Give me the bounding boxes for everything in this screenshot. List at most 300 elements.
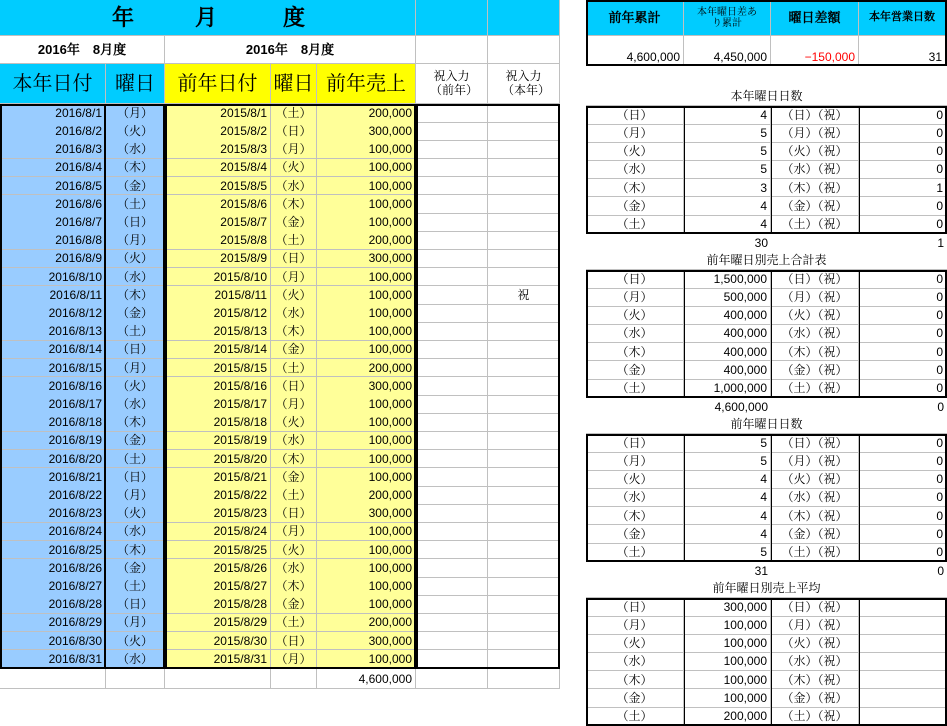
holiday-prev-cell[interactable]: [416, 231, 488, 250]
this-date-cell[interactable]: 2016/8/5: [0, 177, 106, 196]
section-value-cell[interactable]: 500,000: [684, 288, 771, 307]
section-holiday-value-cell[interactable]: 0: [859, 379, 947, 398]
this-dow-cell[interactable]: （水）: [106, 395, 165, 414]
prev-sales-cell[interactable]: 200,000: [317, 359, 416, 378]
holiday-this-cell[interactable]: [488, 213, 560, 232]
prev-dow-cell[interactable]: （火）: [271, 159, 317, 178]
holiday-this-cell[interactable]: [488, 541, 560, 560]
holiday-prev-cell[interactable]: [416, 577, 488, 596]
section-dow-cell[interactable]: （金）: [586, 197, 684, 216]
this-date-cell[interactable]: 2016/8/31: [0, 650, 106, 669]
prev-sales-cell[interactable]: 100,000: [317, 523, 416, 542]
section-holiday-label-cell[interactable]: （火）（祝）: [771, 306, 859, 325]
prev-sales-cell[interactable]: 100,000: [317, 322, 416, 341]
holiday-prev-cell[interactable]: [416, 450, 488, 469]
prev-date-cell[interactable]: 2015/8/4: [165, 159, 271, 178]
this-dow-cell[interactable]: （土）: [106, 322, 165, 341]
prev-date-cell[interactable]: 2015/8/26: [165, 559, 271, 578]
sum-h-prev-total[interactable]: 前年累計: [586, 0, 684, 36]
period-blank-1[interactable]: [416, 36, 488, 64]
this-dow-cell[interactable]: （月）: [106, 104, 165, 123]
holiday-prev-cell[interactable]: [416, 632, 488, 651]
section-holiday-label-cell[interactable]: （水）（祝）: [771, 161, 859, 180]
this-dow-cell[interactable]: （月）: [106, 614, 165, 633]
section-title[interactable]: 前年曜日日数: [586, 414, 947, 434]
holiday-prev-cell[interactable]: [416, 104, 488, 123]
this-date-cell[interactable]: 2016/8/13: [0, 322, 106, 341]
holiday-prev-cell[interactable]: [416, 140, 488, 159]
section-holiday-value-cell[interactable]: 0: [859, 106, 947, 125]
prev-dow-cell[interactable]: （月）: [271, 395, 317, 414]
holiday-this-cell[interactable]: [488, 614, 560, 633]
holiday-this-cell[interactable]: [488, 104, 560, 123]
section-holiday-label-cell[interactable]: （日）（祝）: [771, 106, 859, 125]
prev-date-cell[interactable]: 2015/8/13: [165, 322, 271, 341]
this-dow-cell[interactable]: （火）: [106, 504, 165, 523]
holiday-this-cell[interactable]: [488, 632, 560, 651]
prev-sales-cell[interactable]: 200,000: [317, 231, 416, 250]
holiday-this-cell[interactable]: [488, 450, 560, 469]
section-value-cell[interactable]: 100,000: [684, 671, 771, 690]
prev-sales-cell[interactable]: 200,000: [317, 486, 416, 505]
header-blank-1[interactable]: [416, 0, 488, 36]
section-holiday-label-cell[interactable]: （木）（祝）: [771, 179, 859, 198]
section-holiday-label-cell[interactable]: （金）（祝）: [771, 689, 859, 708]
prev-dow-cell[interactable]: （水）: [271, 432, 317, 451]
prev-sales-cell[interactable]: 100,000: [317, 413, 416, 432]
this-dow-cell[interactable]: （水）: [106, 650, 165, 669]
this-date-cell[interactable]: 2016/8/6: [0, 195, 106, 214]
holiday-this-cell[interactable]: [488, 177, 560, 196]
prev-dow-cell[interactable]: （金）: [271, 595, 317, 614]
section-holiday-label-cell[interactable]: （月）（祝）: [771, 616, 859, 635]
this-dow-cell[interactable]: （水）: [106, 268, 165, 287]
holiday-this-cell[interactable]: [488, 250, 560, 269]
section-dow-cell[interactable]: （月）: [586, 616, 684, 635]
holiday-prev-cell[interactable]: [416, 523, 488, 542]
holiday-prev-cell[interactable]: [416, 304, 488, 323]
total-blank-1[interactable]: [0, 669, 106, 689]
prev-dow-cell[interactable]: （月）: [271, 268, 317, 287]
section-value-cell[interactable]: 4: [684, 507, 771, 526]
section-total[interactable]: 4,600,000: [714, 399, 768, 414]
prev-dow-cell[interactable]: （水）: [271, 559, 317, 578]
this-dow-cell[interactable]: （月）: [106, 231, 165, 250]
section-value-cell[interactable]: 5: [684, 434, 771, 453]
section-holiday-label-cell[interactable]: （日）（祝）: [771, 270, 859, 289]
holiday-this-cell[interactable]: [488, 504, 560, 523]
holiday-this-cell[interactable]: [488, 122, 560, 141]
this-date-cell[interactable]: 2016/8/24: [0, 523, 106, 542]
prev-date-cell[interactable]: 2015/8/23: [165, 504, 271, 523]
section-dow-cell[interactable]: （日）: [586, 434, 684, 453]
holiday-prev-cell[interactable]: [416, 595, 488, 614]
section-holiday-value-cell[interactable]: 0: [859, 270, 947, 289]
section-dow-cell[interactable]: （火）: [586, 634, 684, 653]
section-value-cell[interactable]: 4: [684, 215, 771, 234]
this-dow-cell[interactable]: （火）: [106, 250, 165, 269]
this-dow-cell[interactable]: （火）: [106, 632, 165, 651]
prev-date-cell[interactable]: 2015/8/10: [165, 268, 271, 287]
prev-date-cell[interactable]: 2015/8/12: [165, 304, 271, 323]
this-dow-cell[interactable]: （金）: [106, 432, 165, 451]
section-value-cell[interactable]: 400,000: [684, 306, 771, 325]
this-date-cell[interactable]: 2016/8/1: [0, 104, 106, 123]
prev-sales-cell[interactable]: 100,000: [317, 559, 416, 578]
section-holiday-label-cell[interactable]: （水）（祝）: [771, 489, 859, 508]
holiday-prev-cell[interactable]: [416, 341, 488, 360]
prev-dow-cell[interactable]: （木）: [271, 450, 317, 469]
section-dow-cell[interactable]: （金）: [586, 525, 684, 544]
section-holiday-label-cell[interactable]: （月）（祝）: [771, 288, 859, 307]
this-date-cell[interactable]: 2016/8/27: [0, 577, 106, 596]
holiday-prev-cell[interactable]: [416, 468, 488, 487]
prev-dow-cell[interactable]: （日）: [271, 632, 317, 651]
sum-h-biz-days[interactable]: 本年営業日数: [859, 0, 946, 36]
section-dow-cell[interactable]: （水）: [586, 161, 684, 180]
section-holiday-value-cell[interactable]: 0: [859, 343, 947, 362]
prev-dow-cell[interactable]: （木）: [271, 195, 317, 214]
holiday-this-cell[interactable]: 祝: [488, 286, 560, 305]
section-dow-cell[interactable]: （木）: [586, 179, 684, 198]
section-holiday-label-cell[interactable]: （火）（祝）: [771, 470, 859, 489]
prev-sales-cell[interactable]: 100,000: [317, 140, 416, 159]
this-date-cell[interactable]: 2016/8/16: [0, 377, 106, 396]
section-dow-cell[interactable]: （月）: [586, 452, 684, 471]
this-date-cell[interactable]: 2016/8/8: [0, 231, 106, 250]
section-holiday-value-cell[interactable]: 0: [859, 507, 947, 526]
prev-dow-cell[interactable]: （日）: [271, 122, 317, 141]
prev-date-cell[interactable]: 2015/8/20: [165, 450, 271, 469]
section-holiday-label-cell[interactable]: （土）（祝）: [771, 215, 859, 234]
prev-date-cell[interactable]: 2015/8/30: [165, 632, 271, 651]
prev-date-cell[interactable]: 2015/8/29: [165, 614, 271, 633]
section-total[interactable]: 30: [754, 235, 768, 250]
this-date-cell[interactable]: 2016/8/25: [0, 541, 106, 560]
prev-date-cell[interactable]: 2015/8/21: [165, 468, 271, 487]
this-dow-cell[interactable]: （土）: [106, 195, 165, 214]
prev-date-cell[interactable]: 2015/8/25: [165, 541, 271, 560]
prev-sales-cell[interactable]: 100,000: [317, 650, 416, 669]
prev-dow-cell[interactable]: （月）: [271, 140, 317, 159]
prev-dow-cell[interactable]: （木）: [271, 577, 317, 596]
section-holiday-label-cell[interactable]: （金）（祝）: [771, 525, 859, 544]
prev-date-cell[interactable]: 2015/8/8: [165, 231, 271, 250]
holiday-this-cell[interactable]: [488, 341, 560, 360]
prev-sales-cell[interactable]: 100,000: [317, 177, 416, 196]
section-dow-cell[interactable]: （木）: [586, 343, 684, 362]
prev-sales-cell[interactable]: 300,000: [317, 632, 416, 651]
prev-dow-cell[interactable]: （木）: [271, 322, 317, 341]
prev-dow-cell[interactable]: （火）: [271, 286, 317, 305]
section-holiday-label-cell[interactable]: （土）（祝）: [771, 543, 859, 562]
holiday-prev-cell[interactable]: [416, 359, 488, 378]
this-dow-cell[interactable]: （木）: [106, 541, 165, 560]
holiday-prev-cell[interactable]: [416, 486, 488, 505]
this-date-cell[interactable]: 2016/8/29: [0, 614, 106, 633]
holiday-prev-cell[interactable]: [416, 650, 488, 669]
section-dow-cell[interactable]: （月）: [586, 288, 684, 307]
section-value-cell[interactable]: 4: [684, 525, 771, 544]
section-value-cell[interactable]: 5: [684, 161, 771, 180]
section-holiday-label-cell[interactable]: （土）（祝）: [771, 379, 859, 398]
prev-sales-cell[interactable]: 300,000: [317, 504, 416, 523]
this-dow-cell[interactable]: （日）: [106, 213, 165, 232]
prev-sales-cell[interactable]: 300,000: [317, 250, 416, 269]
holiday-prev-cell[interactable]: [416, 159, 488, 178]
prev-dow-cell[interactable]: （火）: [271, 413, 317, 432]
this-date-cell[interactable]: 2016/8/22: [0, 486, 106, 505]
prev-date-cell[interactable]: 2015/8/28: [165, 595, 271, 614]
prev-date-cell[interactable]: 2015/8/5: [165, 177, 271, 196]
this-date-cell[interactable]: 2016/8/28: [0, 595, 106, 614]
this-date-cell[interactable]: 2016/8/3: [0, 140, 106, 159]
prev-sales-cell[interactable]: 300,000: [317, 122, 416, 141]
section-holiday-value-cell[interactable]: 0: [859, 489, 947, 508]
sum-v-prev-total[interactable]: 4,600,000: [586, 36, 684, 66]
section-dow-cell[interactable]: （木）: [586, 671, 684, 690]
prev-dow-cell[interactable]: （日）: [271, 250, 317, 269]
prev-sales-cell[interactable]: 100,000: [317, 195, 416, 214]
holiday-this-cell[interactable]: [488, 595, 560, 614]
this-dow-cell[interactable]: （火）: [106, 377, 165, 396]
this-date-cell[interactable]: 2016/8/2: [0, 122, 106, 141]
section-holiday-value-cell[interactable]: 0: [859, 361, 947, 380]
sum-v-biz-days[interactable]: 31: [859, 36, 946, 66]
this-dow-cell[interactable]: （木）: [106, 413, 165, 432]
section-holiday-label-cell[interactable]: （木）（祝）: [771, 671, 859, 690]
holiday-prev-cell[interactable]: [416, 504, 488, 523]
section-holiday-value-cell[interactable]: 0: [859, 288, 947, 307]
section-dow-cell[interactable]: （金）: [586, 689, 684, 708]
this-date-cell[interactable]: 2016/8/30: [0, 632, 106, 651]
prev-date-cell[interactable]: 2015/8/7: [165, 213, 271, 232]
holiday-this-cell[interactable]: [488, 395, 560, 414]
col-prev-sales[interactable]: 前年売上: [317, 64, 416, 104]
section-holiday-total[interactable]: 0: [937, 399, 944, 414]
section-holiday-label-cell[interactable]: （木）（祝）: [771, 507, 859, 526]
section-value-cell[interactable]: 400,000: [684, 361, 771, 380]
section-holiday-label-cell[interactable]: （水）（祝）: [771, 325, 859, 344]
this-dow-cell[interactable]: （金）: [106, 304, 165, 323]
holiday-prev-cell[interactable]: [416, 286, 488, 305]
section-dow-cell[interactable]: （日）: [586, 598, 684, 617]
prev-sales-cell[interactable]: 100,000: [317, 286, 416, 305]
prev-sales-cell[interactable]: 100,000: [317, 595, 416, 614]
prev-dow-cell[interactable]: （土）: [271, 231, 317, 250]
prev-dow-cell[interactable]: （水）: [271, 304, 317, 323]
prev-date-cell[interactable]: 2015/8/6: [165, 195, 271, 214]
total-blank-6[interactable]: [488, 669, 560, 689]
prev-dow-cell[interactable]: （土）: [271, 104, 317, 123]
this-dow-cell[interactable]: （月）: [106, 486, 165, 505]
total-blank-5[interactable]: [416, 669, 488, 689]
section-value-cell[interactable]: 400,000: [684, 325, 771, 344]
this-date-cell[interactable]: 2016/8/18: [0, 413, 106, 432]
section-holiday-value-cell[interactable]: 0: [859, 142, 947, 161]
prev-dow-cell[interactable]: （土）: [271, 486, 317, 505]
period-current[interactable]: 2016年 8月度: [0, 36, 165, 64]
holiday-this-cell[interactable]: [488, 523, 560, 542]
holiday-this-cell[interactable]: [488, 268, 560, 287]
title-cell[interactable]: [0, 0, 416, 36]
sum-v-dow-diff[interactable]: −150,000: [771, 36, 859, 66]
this-date-cell[interactable]: 2016/8/12: [0, 304, 106, 323]
prev-dow-cell[interactable]: （金）: [271, 213, 317, 232]
section-dow-cell[interactable]: （水）: [586, 653, 684, 672]
section-value-cell[interactable]: 4: [684, 106, 771, 125]
section-value-cell[interactable]: 1,000,000: [684, 379, 771, 398]
this-date-cell[interactable]: 2016/8/21: [0, 468, 106, 487]
this-date-cell[interactable]: 2016/8/11: [0, 286, 106, 305]
section-value-cell[interactable]: 4: [684, 489, 771, 508]
section-holiday-value-cell[interactable]: 0: [859, 325, 947, 344]
prev-dow-cell[interactable]: （日）: [271, 377, 317, 396]
section-dow-cell[interactable]: （木）: [586, 507, 684, 526]
section-holiday-label-cell[interactable]: （日）（祝）: [771, 434, 859, 453]
section-value-cell[interactable]: 400,000: [684, 343, 771, 362]
prev-sales-cell[interactable]: 300,000: [317, 377, 416, 396]
this-date-cell[interactable]: 2016/8/17: [0, 395, 106, 414]
section-dow-cell[interactable]: （日）: [586, 270, 684, 289]
prev-sales-cell[interactable]: 100,000: [317, 304, 416, 323]
section-value-cell[interactable]: 5: [684, 543, 771, 562]
section-holiday-value-cell[interactable]: [859, 634, 947, 653]
section-holiday-value-cell[interactable]: 0: [859, 543, 947, 562]
this-dow-cell[interactable]: （水）: [106, 140, 165, 159]
col-prev-dow[interactable]: 曜日: [271, 64, 317, 104]
section-dow-cell[interactable]: （土）: [586, 707, 684, 726]
section-value-cell[interactable]: 5: [684, 124, 771, 143]
section-value-cell[interactable]: 4: [684, 470, 771, 489]
sum-h-adj-total[interactable]: [684, 0, 771, 36]
prev-sales-cell[interactable]: 100,000: [317, 541, 416, 560]
holiday-this-cell[interactable]: [488, 559, 560, 578]
section-holiday-label-cell[interactable]: （金）（祝）: [771, 361, 859, 380]
this-dow-cell[interactable]: （日）: [106, 341, 165, 360]
section-holiday-value-cell[interactable]: 0: [859, 161, 947, 180]
prev-dow-cell[interactable]: （金）: [271, 341, 317, 360]
section-holiday-value-cell[interactable]: [859, 616, 947, 635]
section-holiday-value-cell[interactable]: [859, 707, 947, 726]
holiday-this-cell[interactable]: [488, 468, 560, 487]
section-dow-cell[interactable]: （月）: [586, 124, 684, 143]
sum-h-dow-diff[interactable]: 曜日差額: [771, 0, 859, 36]
section-holiday-total[interactable]: 0: [937, 563, 944, 578]
this-dow-cell[interactable]: （日）: [106, 468, 165, 487]
holiday-prev-cell[interactable]: [416, 413, 488, 432]
prev-sales-cell[interactable]: 100,000: [317, 395, 416, 414]
this-date-cell[interactable]: 2016/8/19: [0, 432, 106, 451]
holiday-this-cell[interactable]: [488, 159, 560, 178]
section-value-cell[interactable]: 300,000: [684, 598, 771, 617]
holiday-this-cell[interactable]: [488, 359, 560, 378]
section-value-cell[interactable]: 5: [684, 142, 771, 161]
this-date-cell[interactable]: 2016/8/26: [0, 559, 106, 578]
holiday-this-cell[interactable]: [488, 322, 560, 341]
prev-dow-cell[interactable]: （水）: [271, 177, 317, 196]
prev-date-cell[interactable]: 2015/8/16: [165, 377, 271, 396]
section-holiday-label-cell[interactable]: （木）（祝）: [771, 343, 859, 362]
holiday-this-cell[interactable]: [488, 577, 560, 596]
prev-date-cell[interactable]: 2015/8/9: [165, 250, 271, 269]
section-dow-cell[interactable]: （日）: [586, 106, 684, 125]
section-value-cell[interactable]: 1,500,000: [684, 270, 771, 289]
this-dow-cell[interactable]: （土）: [106, 577, 165, 596]
period-blank-2[interactable]: [488, 36, 560, 64]
section-holiday-total[interactable]: 1: [937, 235, 944, 250]
holiday-prev-cell[interactable]: [416, 541, 488, 560]
this-dow-cell[interactable]: （水）: [106, 523, 165, 542]
holiday-this-cell[interactable]: [488, 140, 560, 159]
holiday-this-cell[interactable]: [488, 413, 560, 432]
prev-sales-cell[interactable]: 200,000: [317, 104, 416, 123]
prev-dow-cell[interactable]: （金）: [271, 468, 317, 487]
holiday-prev-cell[interactable]: [416, 268, 488, 287]
section-holiday-value-cell[interactable]: [859, 671, 947, 690]
this-date-cell[interactable]: 2016/8/7: [0, 213, 106, 232]
holiday-this-cell[interactable]: [488, 231, 560, 250]
prev-date-cell[interactable]: 2015/8/11: [165, 286, 271, 305]
section-dow-cell[interactable]: （土）: [586, 215, 684, 234]
prev-date-cell[interactable]: 2015/8/17: [165, 395, 271, 414]
prev-sales-cell[interactable]: 100,000: [317, 213, 416, 232]
this-date-cell[interactable]: 2016/8/20: [0, 450, 106, 469]
prev-date-cell[interactable]: 2015/8/22: [165, 486, 271, 505]
prev-date-cell[interactable]: 2015/8/19: [165, 432, 271, 451]
holiday-prev-cell[interactable]: [416, 213, 488, 232]
holiday-prev-cell[interactable]: [416, 432, 488, 451]
prev-dow-cell[interactable]: （火）: [271, 541, 317, 560]
prev-date-cell[interactable]: 2015/8/15: [165, 359, 271, 378]
section-holiday-value-cell[interactable]: 0: [859, 306, 947, 325]
prev-sales-cell[interactable]: 100,000: [317, 159, 416, 178]
prev-sales-cell[interactable]: 100,000: [317, 468, 416, 487]
section-holiday-value-cell[interactable]: 0: [859, 525, 947, 544]
holiday-prev-cell[interactable]: [416, 559, 488, 578]
prev-date-cell[interactable]: 2015/8/18: [165, 413, 271, 432]
col-this-date[interactable]: 本年日付: [0, 64, 106, 104]
holiday-prev-cell[interactable]: [416, 395, 488, 414]
section-holiday-value-cell[interactable]: [859, 653, 947, 672]
holiday-prev-cell[interactable]: [416, 122, 488, 141]
section-dow-cell[interactable]: （水）: [586, 489, 684, 508]
section-value-cell[interactable]: 100,000: [684, 689, 771, 708]
section-total[interactable]: 31: [754, 563, 768, 578]
total-blank-3[interactable]: [165, 669, 271, 689]
this-dow-cell[interactable]: （日）: [106, 595, 165, 614]
section-holiday-label-cell[interactable]: （火）（祝）: [771, 634, 859, 653]
section-title[interactable]: 本年曜日日数: [586, 86, 947, 106]
holiday-prev-cell[interactable]: [416, 250, 488, 269]
this-date-cell[interactable]: 2016/8/10: [0, 268, 106, 287]
section-holiday-value-cell[interactable]: 0: [859, 215, 947, 234]
col-holiday-prev[interactable]: [416, 64, 488, 104]
section-value-cell[interactable]: 200,000: [684, 707, 771, 726]
this-date-cell[interactable]: 2016/8/23: [0, 504, 106, 523]
prev-dow-cell[interactable]: （月）: [271, 650, 317, 669]
holiday-prev-cell[interactable]: [416, 377, 488, 396]
col-holiday-this[interactable]: [488, 64, 560, 104]
total-blank-2[interactable]: [106, 669, 165, 689]
this-date-cell[interactable]: 2016/8/15: [0, 359, 106, 378]
this-dow-cell[interactable]: （金）: [106, 177, 165, 196]
section-holiday-label-cell[interactable]: （月）（祝）: [771, 124, 859, 143]
holiday-prev-cell[interactable]: [416, 614, 488, 633]
holiday-this-cell[interactable]: [488, 650, 560, 669]
prev-dow-cell[interactable]: （土）: [271, 614, 317, 633]
holiday-prev-cell[interactable]: [416, 177, 488, 196]
